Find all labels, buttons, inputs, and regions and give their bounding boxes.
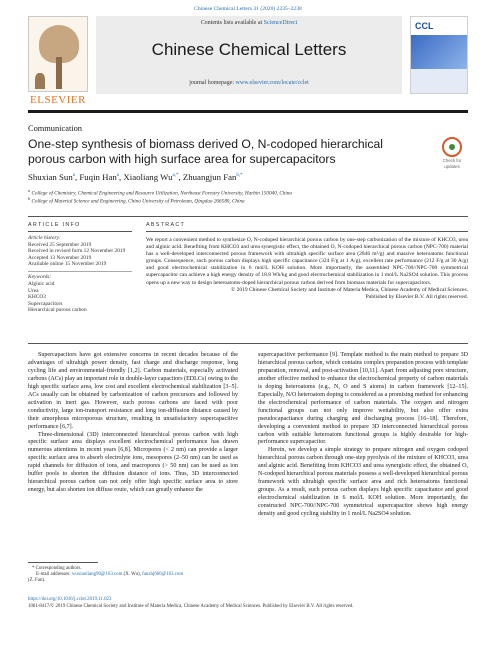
abstract-text: We report a convenient method to synthesize O, N-codoped hierarchical porous carbon by one-step carbonization of the mixture of KHCO3, urea and alginic acid. Benefiting from KHCO3 and urea synergistic effect, the obtained O, N-codoped hierarchical porous carbon (NPC-700) material has a well-developed interconnected porous framework with ultrahigh specific surface area (2846 m²/g) and massive heteroatoms functional groups. Consequence, such porous carbon displays high specific capacitance (324 F/g at 1 A/g), excellent rate performance (212 F/g at 30 A/g) and good electrochemical stabilization in 6 mol/L KOH solution. More importantly, the assembled NPC-700//NPC-700 symmetrical supercapacitor can achieve a high energy density of 18.8 Wh/kg and good electrochemical stabilization in 1 mol/L Na2SO4 solution. This process opens up a new way to design heteroatoms-doped hierarchical porous carbon derived from biomass materials for supercapacitors. [146, 237, 468, 286]
abstract-heading: ABSTRACT [146, 222, 186, 228]
article-title: One-step synthesis of biomass derived O, N-codoped hierarchical porous carbon with high surface area for supercapacitors [28, 137, 383, 166]
abstract-copyright-line1: © 2019 Chinese Chemical Society and Institute of Materia Medica, Chinese Academy of Medical Sciences. [231, 286, 468, 293]
history-label: Article history: [28, 235, 61, 241]
history-accepted: Accepted 13 November 2019 [28, 254, 92, 261]
sciencedirect-link[interactable]: ScienceDirect [263, 20, 298, 26]
body-paragraph: Three-dimensional (3D) interconnected hierarchical porous carbon with high specific surface area displays excellent electrochemical performance has drawn numerous attentions in recent years [6,8]. Micropores (< 2 nm) can provide a larger specific surface area to absorb electrolyte ions, mesopores (2–50 nm) can be used as rapid channels for diffusion of ions, and macropores (> 50 nm) can be used as ion buffer pools to shorten the diffusion distance of ions. Thus, 3D interconnected hierarchical porous carbon can not only offer high specific surface area to store energy, but also shorten ion diffuse route, which can greatly enhance the [28, 431, 238, 494]
keyword-item: KHCO3 [28, 294, 46, 301]
info-separator [28, 271, 132, 272]
email-link-fan[interactable]: fanzhj666@163.com [142, 572, 184, 577]
affiliation-divider [28, 216, 468, 217]
publisher-name: ELSEVIER [30, 94, 86, 106]
email-suffix-fan: (Z. Fan). [28, 578, 46, 583]
history-online: Available online 15 November 2019 [28, 261, 107, 268]
journal-cover-image[interactable] [410, 16, 468, 94]
author-name[interactable]: Shuxian Sun [28, 172, 73, 182]
tree-logo-icon [28, 16, 88, 92]
body-column-left [28, 352, 238, 495]
keyword-item: Hierarchical porous carbon [28, 307, 87, 314]
journal-header [28, 16, 468, 106]
keyword-item: Supercapacitors [28, 300, 63, 307]
abstract-copyright-line2: Published by Elsevier B.V. All rights reserved. [365, 293, 468, 300]
journal-title: Chinese Chemical Letters [151, 40, 347, 59]
keyword-item: Alginic acid [28, 281, 55, 288]
affiliation-a: $^a$ College of Chemistry, Chemical Engineering and Resource Utilization, Northeast Forestry University, Harbin 150040, China [28, 188, 293, 197]
contents-line [96, 20, 402, 26]
email-suffix-wu: (X. Wu), [122, 572, 143, 577]
homepage-link[interactable]: www.elsevier.com/locate/cclet [235, 80, 309, 86]
abstract-rule [146, 231, 468, 232]
cover-bottom [411, 69, 467, 94]
header-divider [28, 110, 468, 113]
affiliation-a-text: College of Chemistry, Chemical Engineering and Resource Utilization, Northeast Forestry University, Harbin 150040, China [31, 190, 293, 197]
history-received: Received 25 September 2019 [28, 241, 92, 248]
history-revised: Received in revised form 12 November 2019 [28, 248, 126, 255]
tree-figure [35, 73, 45, 89]
corresponding-authors-note: * Corresponding authors. [32, 566, 82, 571]
body-paragraph: supercapacitive performance [9]. Template method is the main method to prepare 3D hierarchical porous carbon, which contains complex preparation process with template preparation, removal, and post-activation [10,11]. Apart from adjusting pore structure, another effective method to enhance the electrochemical property of carbon materials is doping heteroatoms (e.g., N, O and S atoms) in carbon framework [12–15]. Especially, N/O heteroatom doping is considered as a promising method for enhancing the electrochemical performance of carbon materials. The oxygen and nitrogen functional groups can not only improve wettability, but also offer extra pseudocapacitance during charging and discharging process [16–18]. Therefore, developing a convenient method to prepare 3D interconnected hierarchical porous carbon with suitable heteroatom functional groups is highly desirable for high-performance supercapacitor. [258, 352, 468, 446]
homepage-prefix: journal homepage: [189, 80, 236, 86]
abstract-bottom-divider [28, 343, 468, 344]
email-prefix: E-mail addresses: [36, 572, 72, 577]
affiliation-b-text: College of Material Science and Engineering, China University of Petroleum, Qingdao 266580, China [31, 198, 245, 205]
author-affil-marker[interactable]: b,* [236, 173, 243, 179]
body-paragraph: Supercapacitors have got extensive concerns in recent decades because of the advantages of ultrahigh power density, fast charge and discharge response, long cycling life and environmental-friendly [1,2]. Carbon materials, especially activated carbons (ACs) play an important role in double-layer capacitors (EDLCs) owing to the high specific surface area, low cost and excellent electrochemical stabilization [3–5]. ACs usually can be obtained by carbonization of carbon precursors and followed by activation in inert gas. However, such porous carbons are faced with poor conductivity, large ion-transport resistance and long ion-diffusion distance caused by their amorphous microporous structure, resulting in unsatisfactory supercapacitive performance [6,7]. [28, 352, 238, 430]
article-info-heading: ARTICLE INFO [28, 222, 81, 228]
cover-logo-text: CCL [415, 21, 434, 31]
author-name[interactable]: Xiaoliang Wu [123, 172, 173, 182]
author-affil-marker[interactable]: a,* [172, 173, 179, 179]
article-type: Communication [28, 124, 82, 133]
publisher-logo[interactable] [28, 16, 88, 104]
affiliation-b: $^b$ College of Material Science and Engineering, China University of Petroleum, Qingdao 266580, China [28, 196, 245, 205]
article-info-panel [28, 235, 132, 314]
footnote-divider [28, 562, 98, 563]
author-affil-marker[interactable]: a [116, 173, 119, 179]
author-list: Shuxian Sun$^a$, Fuqin Han$^a$, Xiaoliang $Wu^{a,*}$, Zhuangjun Fan$^{b,*}$ [28, 172, 243, 182]
check-updates-icon [442, 137, 462, 157]
body-column-right [258, 352, 468, 519]
article-info-rule [28, 231, 132, 232]
check-for-updates-button[interactable] [436, 137, 468, 173]
email-link-wu[interactable]: wuxiaoliang90@163.com [71, 572, 123, 577]
author-affil-marker[interactable]: a [72, 173, 75, 179]
homepage-line [96, 80, 402, 86]
cover-band [411, 35, 467, 69]
badge-line2: updates [444, 164, 460, 169]
email-addresses [36, 572, 183, 578]
badge-line1: Check for [442, 158, 462, 163]
journal-citation[interactable]: Chinese Chemical Letters 31 (2020) 2235–2238 [194, 6, 302, 12]
cover-top [411, 17, 467, 35]
tree-trunk [56, 57, 62, 89]
doi-link[interactable]: https://doi.org/10.1016/j.cclet.2019.11.023 [28, 597, 112, 602]
author-name[interactable]: Zhuangjun Fan [182, 172, 237, 182]
journal-banner [96, 16, 402, 94]
contents-prefix: Contents lists available at [200, 20, 264, 26]
abstract-panel [146, 237, 468, 301]
author-name[interactable]: Fuqin Han [79, 172, 117, 182]
keywords-label: Keywords: [28, 274, 52, 281]
bottom-copyright: 1001-8417/© 2019 Chinese Chemical Society and Institute of Materia Medica, Chinese Academy of Medical Sciences. Published by Elsevier B.V. All rights reserved. [28, 604, 354, 609]
keyword-item: Urea [28, 287, 39, 294]
body-paragraph: Herein, we develop a simple strategy to prepare nitrogen and oxygen codoped hierarchical porous carbon through one-step pyrolysis of the mixture of KHCO3, urea and alginic acid. Benefiting from KHCO3 and urea synergistic effect, the obtained O, N-codoped hierarchical porous materials possess a well-developed hierarchical porous framework with ultrahigh specific surface area and rich heteroatoms functional groups. As a result, such porous carbon displays high specific capacitance and good electrochemical stabilization in 6 mol/L KOH solution. More importantly, the constructed NPC-700//NPC-700 symmetrical supercapacitor shows high energy density and good cycling stability in 1 mol/L Na2SO4 solution. [258, 447, 468, 518]
